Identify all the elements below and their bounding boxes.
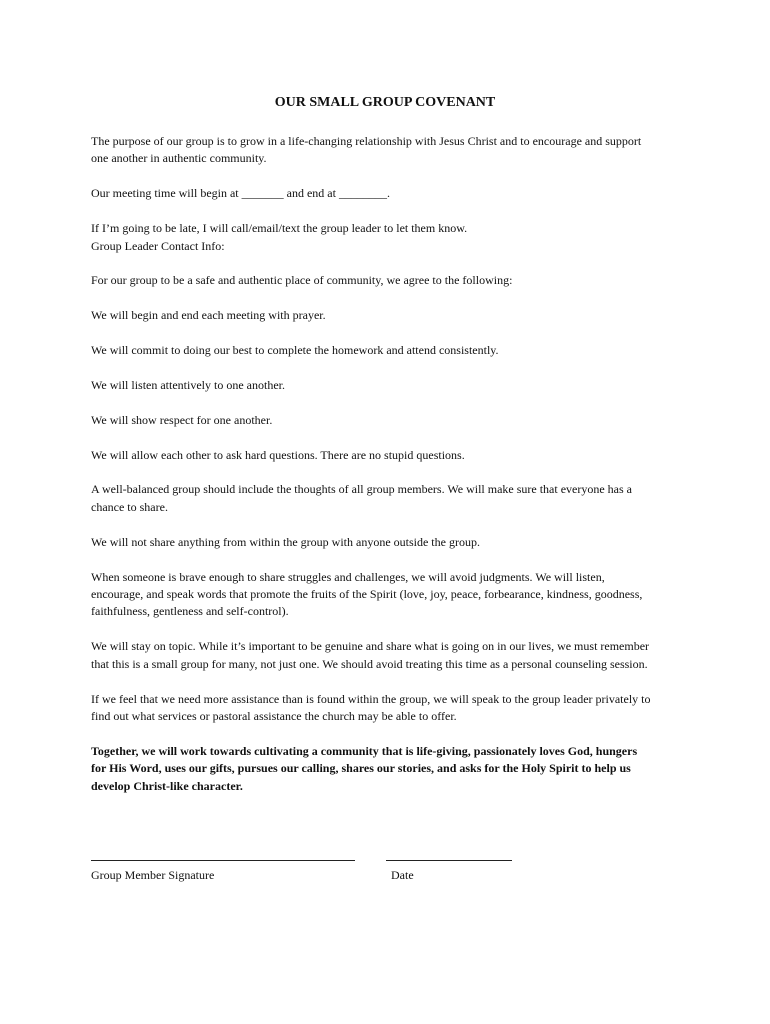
paragraph-line: Our meeting time will begin at _______ and end at ________. — [91, 186, 390, 201]
agreement-confidentiality — [91, 534, 731, 551]
paragraph-line: We will not share anything from within the group with anyone outside the group. — [91, 534, 480, 549]
agreement-prayer — [91, 307, 731, 324]
late-notice-paragraph — [91, 220, 731, 255]
paragraph-line: We will listen attentively to one another. — [91, 377, 285, 392]
paragraph-line: If we feel that we need more assistance than is found within the group, we will speak to the group leader privately to — [91, 691, 651, 706]
paragraph-line: encourage, and speak words that promote the fruits of the Spirit (love, joy, peace, forbearance, kindness, goodness, — [91, 586, 643, 601]
paragraph-line: find out what services or pastoral assistance the church may be able to offer. — [91, 708, 457, 723]
paragraph-line: Together, we will work towards cultivating a community that is life-giving, passionately loves God, hungers — [91, 743, 638, 758]
agreement-questions — [91, 447, 731, 464]
member-signature-line — [91, 860, 355, 861]
date-signature-line — [386, 860, 512, 861]
paragraph-line: We will stay on topic. While it’s important to be genuine and share what is going on in our lives, we must remember — [91, 639, 650, 654]
paragraph-line: We will show respect for one another. — [91, 412, 273, 427]
document-title: OUR SMALL GROUP COVENANT — [274, 95, 496, 110]
contact-info-label: Group Leader Contact Info: — [91, 238, 225, 253]
member-signature-label: Group Member Signature — [91, 868, 215, 882]
agreement-balance — [91, 481, 731, 516]
paragraph-line: We will commit to doing our best to complete the homework and attend consistently. — [91, 343, 499, 358]
agreement-listen — [91, 377, 731, 394]
paragraph-line: A well-balanced group should include the thoughts of all group members. We will make sure that everyone has a — [91, 482, 633, 497]
agreement-respect — [91, 412, 731, 429]
paragraph-line: faithfulness, gentleness and self-control). — [91, 604, 289, 619]
agreement-assistance — [91, 691, 731, 726]
paragraph-line: chance to share. — [91, 499, 168, 514]
agreement-homework — [91, 342, 731, 359]
agreement-encouragement — [91, 569, 731, 621]
closing-statement — [91, 743, 731, 795]
date-label: Date — [391, 868, 414, 882]
paragraph-line: for His Word, uses our gifts, pursues our calling, shares our stories, and asks for the Holy Spirit to help us — [91, 761, 631, 776]
purpose-paragraph — [91, 133, 731, 168]
paragraph-line: We will allow each other to ask hard questions. There are no stupid questions. — [91, 447, 465, 462]
paragraph-line: develop Christ-like character. — [91, 778, 243, 793]
paragraph-line: For our group to be a safe and authentic place of community, we agree to the following: — [91, 273, 513, 288]
paragraph-line: If I’m going to be late, I will call/email/text the group leader to let them know. — [91, 221, 468, 236]
paragraph-line: We will begin and end each meeting with prayer. — [91, 308, 326, 323]
document-body — [91, 133, 731, 812]
paragraph-line: The purpose of our group is to grow in a life-changing relationship with Jesus Christ and to encourage and support — [91, 134, 642, 148]
agreement-intro — [91, 272, 731, 289]
agreement-on-topic — [91, 638, 731, 673]
paragraph-line: that this is a small group for many, not just one. We should avoid treating this time as a personal counseling session. — [91, 656, 648, 671]
paragraph-line: When someone is brave enough to share struggles and challenges, we will avoid judgments. We will listen, — [91, 569, 605, 584]
meeting-time-paragraph — [91, 185, 731, 202]
paragraph-line: one another in authentic community. — [91, 151, 267, 166]
